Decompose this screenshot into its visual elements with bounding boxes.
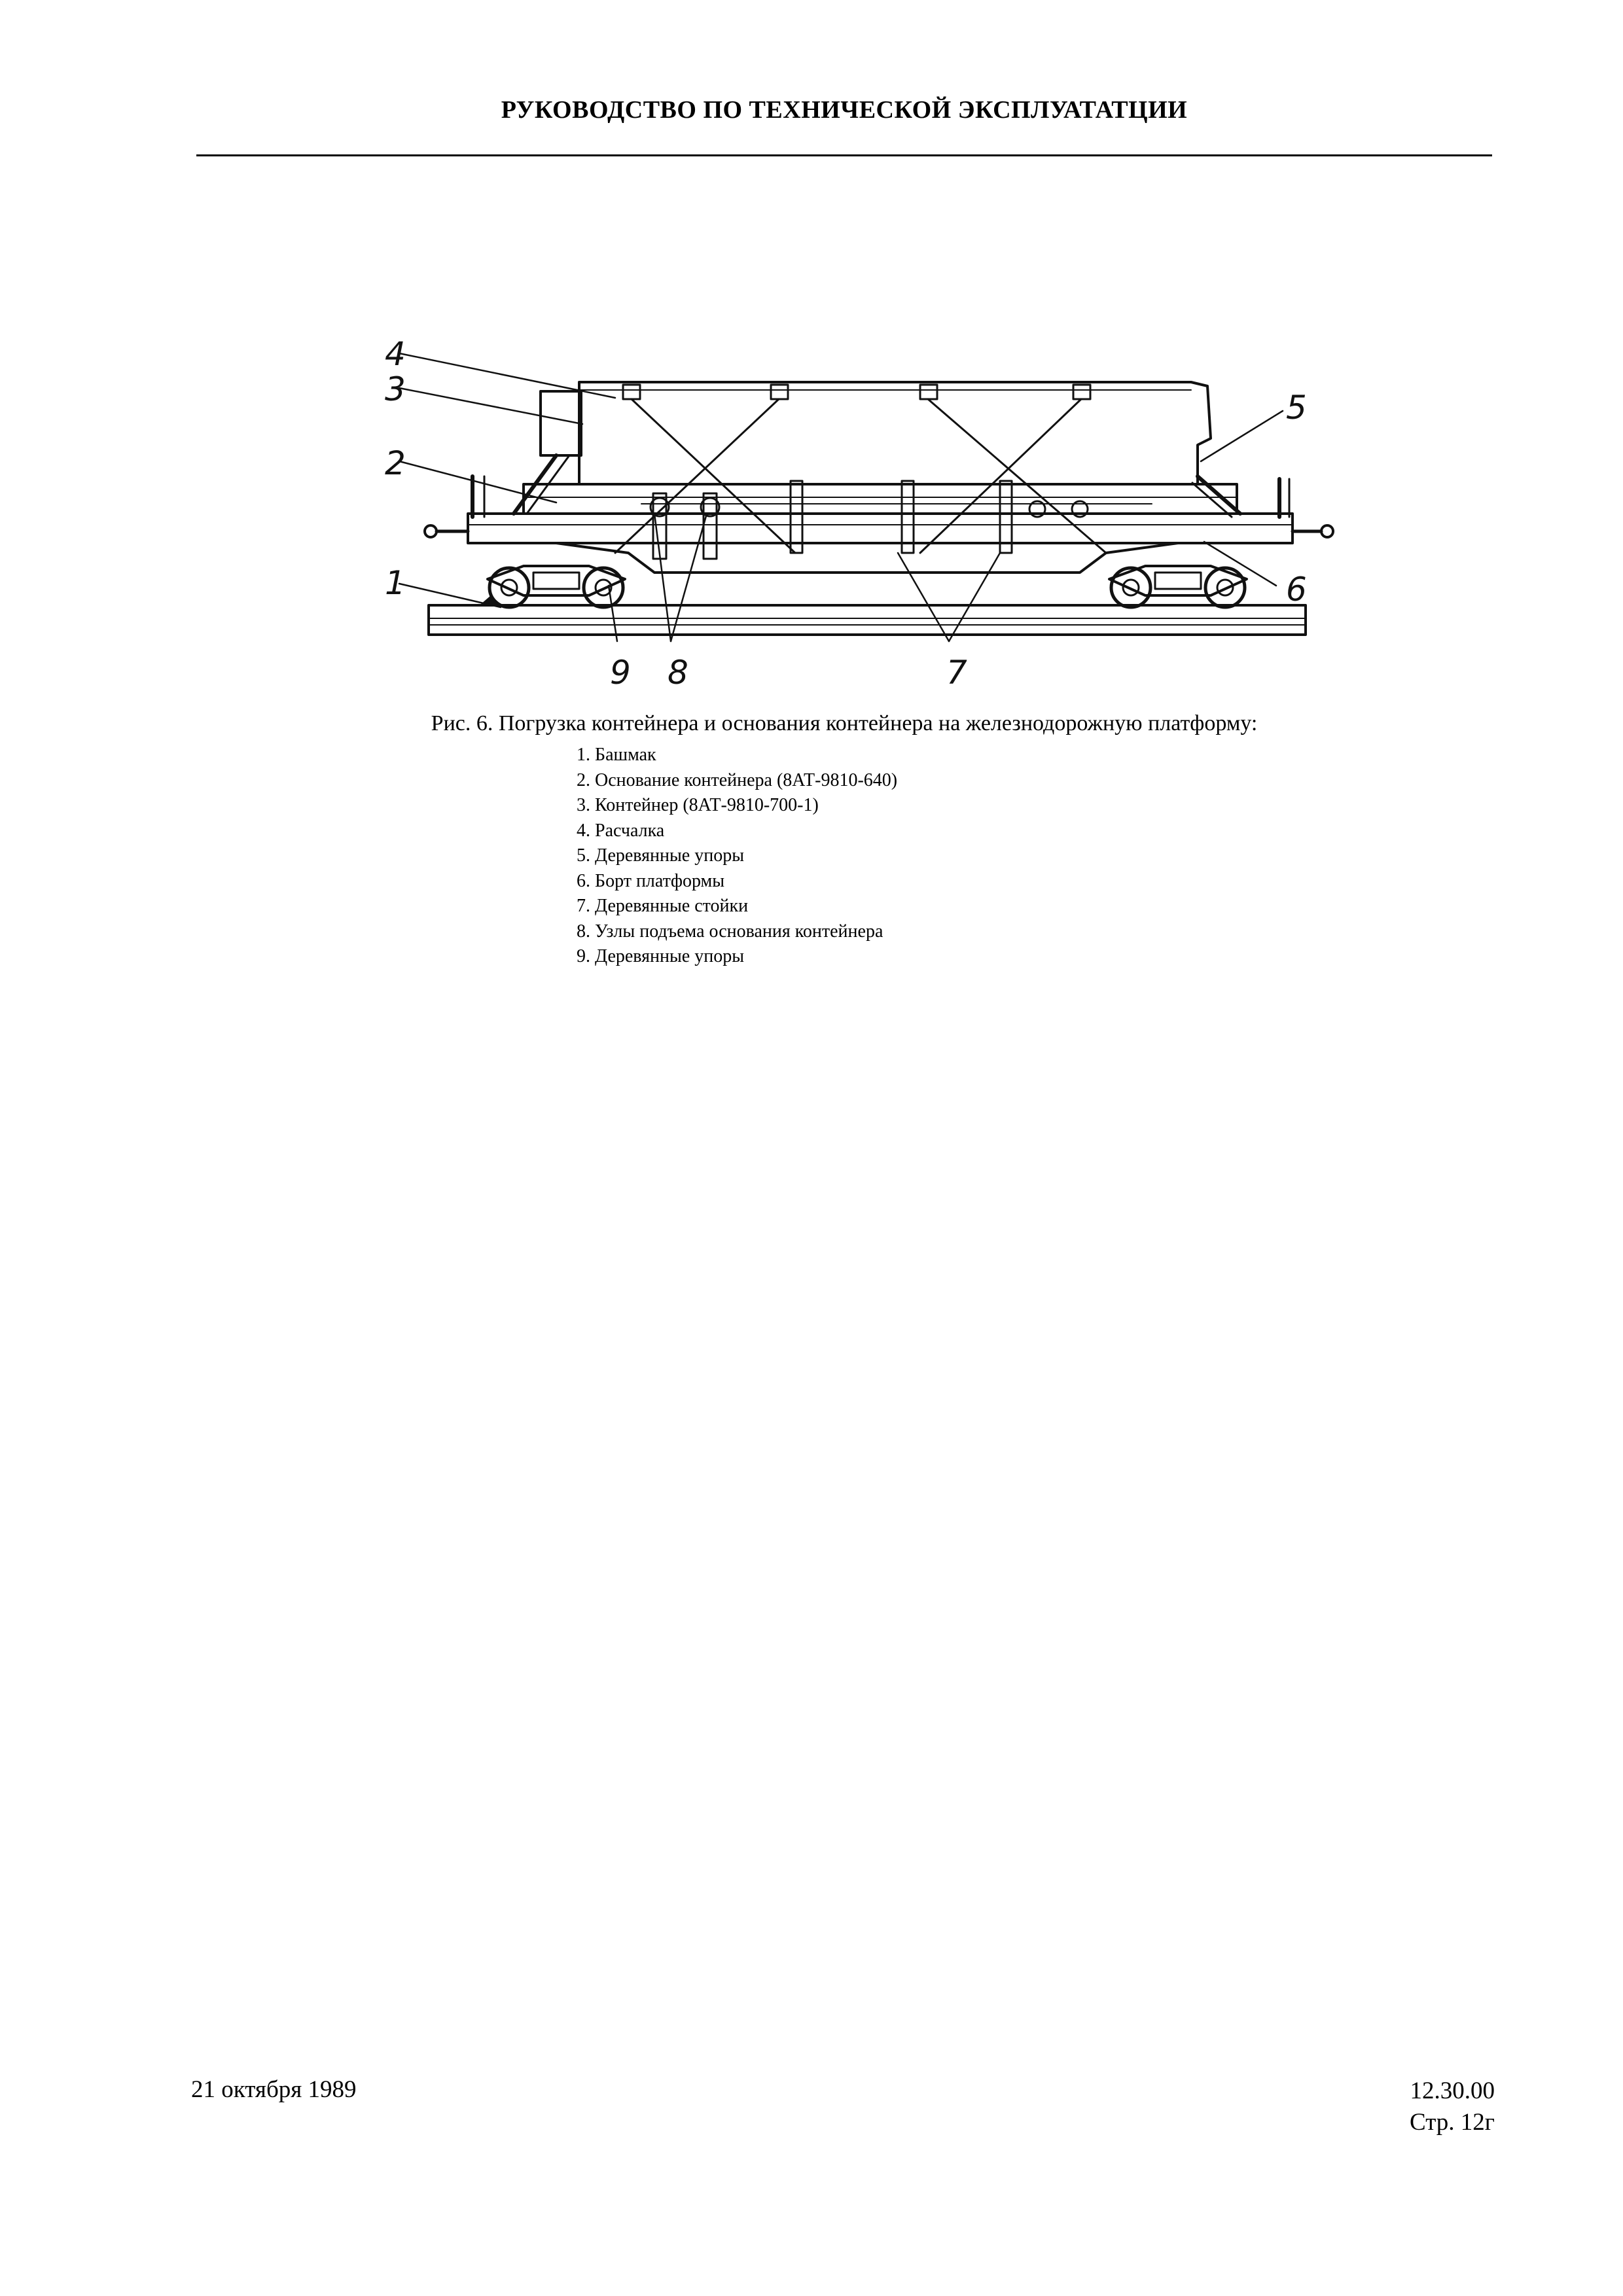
footer-page-info (1410, 2075, 1495, 2138)
lifting-eye (623, 385, 640, 399)
document-code: 12.30.00 (1410, 2077, 1495, 2104)
coupler-left (425, 525, 437, 537)
legend-item: 4. Расчалка (577, 820, 665, 841)
page-number: Стр. 12г (1410, 2109, 1495, 2136)
callout-1: 1 (385, 564, 406, 602)
lifting-eye (920, 385, 937, 399)
callout-9: 9 (610, 654, 631, 692)
callout-5: 5 (1286, 389, 1307, 427)
platform-deck (468, 514, 1293, 543)
lifting-eye (771, 385, 788, 399)
callout-2: 2 (385, 444, 406, 482)
header-divider (196, 154, 1492, 156)
bogie-right (1109, 566, 1247, 607)
legend-item: 2. Основание контейнера (8АТ-9810-640) (577, 769, 898, 790)
rail (429, 605, 1306, 635)
bogie-left (488, 566, 625, 607)
legend-item: 1. Башмак (577, 745, 656, 765)
legend-item: 8. Узлы подъема основания контейнера (577, 921, 883, 942)
legend-item: 7. Деревянные стойки (577, 896, 749, 916)
footer-date: 21 октября 1989 (191, 2076, 357, 2103)
document-header-title: РУКОВОДСТВО ПО ТЕХНИЧЕСКОЙ ЭКСПЛУАТАТЦИИ (501, 96, 1188, 124)
railway-platform-figure (366, 327, 1348, 713)
guy-wire (928, 399, 1106, 553)
legend-item: 6. Борт платформы (577, 870, 725, 891)
wooden-stop (1198, 476, 1240, 514)
railway-platform-drawing (366, 327, 1348, 713)
figure-caption: Рис. 6. Погрузка контейнера и основания контейнера на железнодорожную платформу: (431, 711, 1258, 735)
coupler-right (1321, 525, 1333, 537)
callout-6: 6 (1286, 571, 1307, 609)
lifting-eye (1073, 385, 1090, 399)
callout-7: 7 (946, 654, 967, 692)
legend-item: 3. Контейнер (8АТ-9810-700-1) (577, 795, 819, 815)
callout-4: 4 (385, 335, 406, 373)
callout-8: 8 (668, 654, 688, 692)
legend-item: 5. Деревянные упоры (577, 845, 745, 866)
container-body (579, 382, 1211, 484)
container-base (524, 484, 1237, 514)
figure-legend (577, 743, 897, 970)
callout-3: 3 (385, 370, 406, 408)
legend-item: 9. Деревянные упоры (577, 946, 745, 966)
platform-underframe (556, 543, 1178, 573)
guy-wire (615, 399, 779, 553)
